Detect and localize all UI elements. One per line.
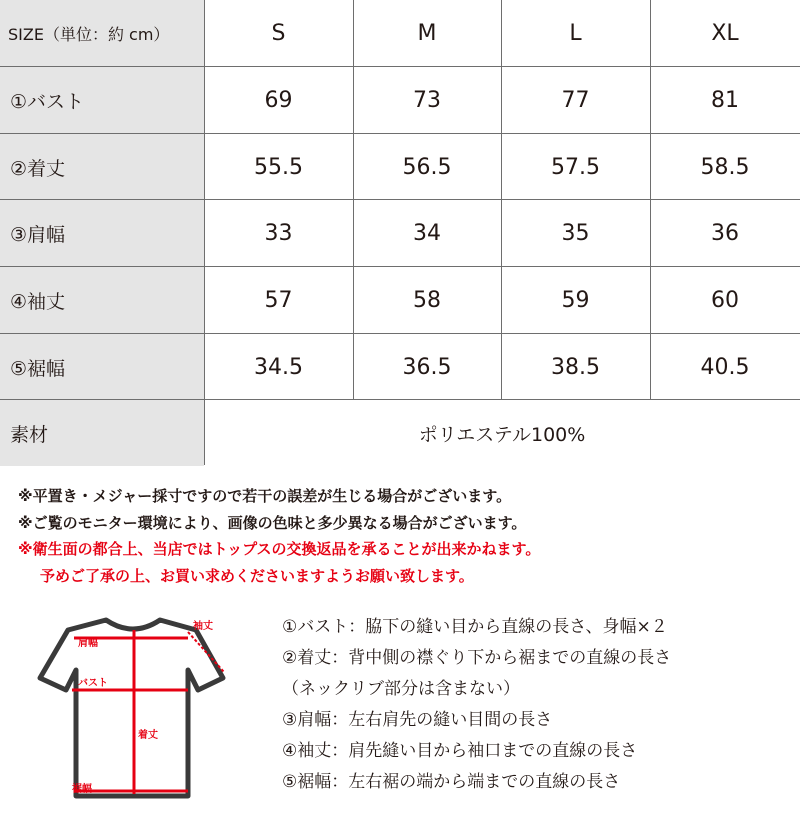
table-cell: 34 (413, 220, 441, 246)
table-cell: 38.5 (551, 354, 600, 380)
measurement-diagram (28, 608, 240, 808)
row-label: ⑤裾幅 (0, 334, 204, 400)
table-rule (0, 133, 800, 134)
definition-hem: ⑤裾幅：左右裾の端から端までの直線の長さ (282, 772, 621, 792)
shirt-outline (40, 620, 223, 796)
note-monitor: ※ご覧のモニター環境により、画像の色味と多少異なる場合がございます。 (18, 513, 527, 532)
table-cell: 58.5 (700, 154, 750, 180)
size-s-header: S (271, 20, 286, 46)
table-cell: 57.5 (551, 154, 600, 180)
table-cell: 35 (561, 220, 590, 246)
table-cell: 77 (561, 87, 590, 113)
diagram-label-hem: 裾幅 (72, 784, 92, 795)
table-cell: 34.5 (254, 354, 303, 380)
diagram-label-sleeve: 袖丈 (193, 621, 213, 632)
notes (18, 483, 540, 589)
table-row-sleeve (0, 267, 800, 333)
table-rule (0, 199, 800, 200)
note-returns-cont: 予めご了承の上、お買い求めくださいますようお願い致します。 (40, 566, 474, 585)
measurement-definitions (282, 612, 671, 798)
table-rule (0, 399, 800, 400)
table-cell: 40.5 (700, 354, 750, 380)
diagram-label-bust: バスト (78, 678, 108, 689)
table-header-row (0, 0, 800, 66)
diagram-label-length: 着丈 (138, 730, 158, 741)
table-rule (0, 266, 800, 267)
definition-shoulder: ③肩幅：左右肩先の縫い目間の長さ (282, 710, 553, 730)
note-measurement: ※平置き・メジャー採寸ですので若干の誤差が生じる場合がございます。 (18, 487, 512, 505)
table-cell: 55.5 (254, 154, 303, 180)
table-row-bust (0, 67, 800, 133)
table-cell: 57 (264, 287, 293, 313)
table-column-rule (204, 0, 205, 465)
table-column-rule (650, 0, 651, 399)
row-label: 素材 (0, 400, 204, 466)
table-row-material (0, 400, 800, 466)
table-cell: 58 (413, 287, 441, 313)
table-column-rule (353, 0, 354, 399)
size-l-header: L (569, 20, 582, 46)
definition-sleeve: ④袖丈：肩先縫い目から袖口までの直線の長さ (282, 741, 638, 761)
table-cell: 60 (711, 287, 739, 313)
tshirt-illustration (28, 608, 240, 808)
size-m-header: M (417, 20, 437, 46)
note-returns: ※衛生面の都合上、当店ではトップスの交換返品を承ることが出来かねます。 (18, 540, 541, 558)
table-cell: 69 (264, 87, 293, 113)
row-label: ①バスト (0, 67, 204, 133)
table-cell: 36.5 (402, 354, 452, 380)
size-xl-header: XL (711, 20, 739, 46)
table-row-hem (0, 334, 800, 400)
table-column-rule (501, 0, 502, 399)
row-label: ③肩幅 (0, 200, 204, 266)
diagram-label-shoulder: 肩幅 (78, 638, 98, 649)
material-value: ポリエステル100% (418, 423, 586, 446)
table-cell: 56.5 (402, 154, 452, 180)
size-unit-label: SIZE（単位：約 cm） (0, 0, 204, 66)
table-cell: 59 (561, 287, 590, 313)
table-cell: 81 (711, 87, 739, 113)
definition-bust: ①バスト：脇下の縫い目から直線の長さ、身幅×２ (282, 617, 668, 637)
table-cell: 73 (413, 87, 441, 113)
table-row-length (0, 134, 800, 200)
table-rule (0, 66, 800, 67)
definition-length-note: （ネックリブ部分は含まない） (282, 679, 520, 699)
row-label: ④袖丈 (0, 267, 204, 333)
table-row-shoulder (0, 200, 800, 266)
table-cell: 36 (711, 220, 739, 246)
table-rule (0, 333, 800, 334)
table-cell: 33 (264, 220, 293, 246)
definition-length: ②着丈：背中側の襟ぐり下から裾までの直線の長さ (282, 648, 672, 668)
row-label: ②着丈 (0, 134, 204, 200)
